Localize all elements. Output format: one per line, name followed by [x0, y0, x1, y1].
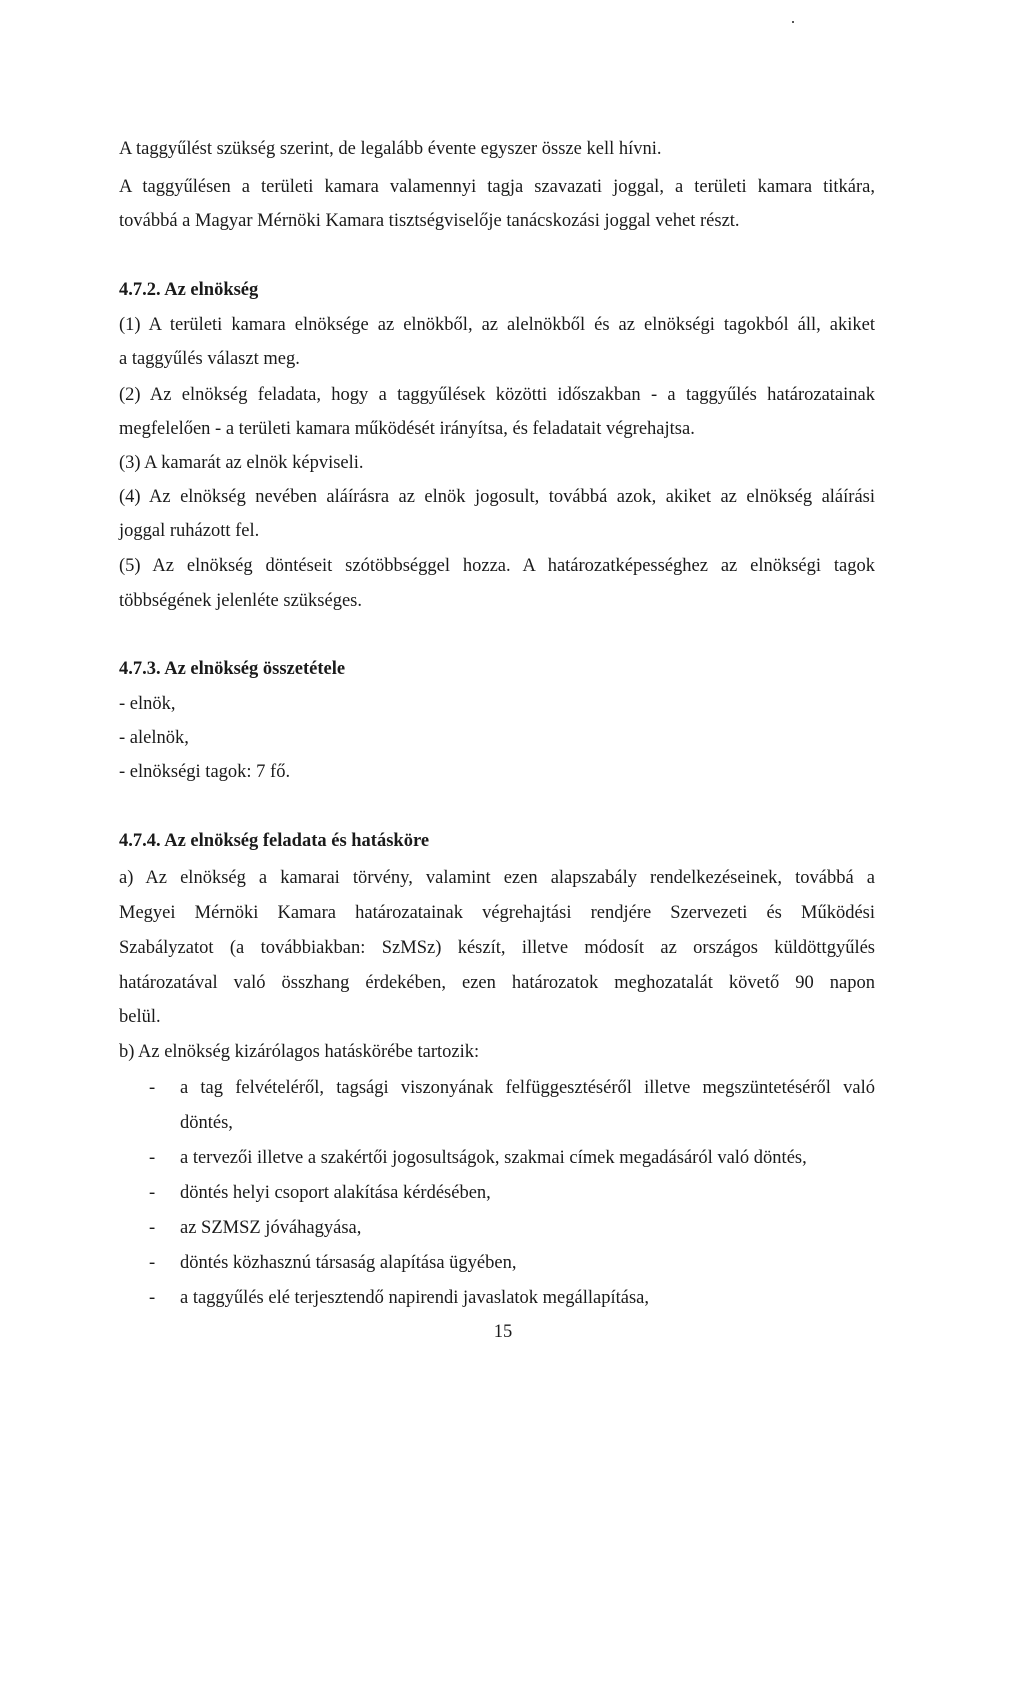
- bullet-item-4: az SZMSZ jóváhagyása,: [180, 1218, 362, 1238]
- paragraph-a-line-5: belül.: [119, 1007, 161, 1027]
- section-title: Az elnökség összetétele: [164, 659, 346, 679]
- page-number: 15: [493, 1322, 513, 1342]
- paragraph-5-line-1: (5) Az elnökség döntéseit szótöbbséggel hozza. A határozatképességhez az elnökségi tagok: [119, 556, 875, 576]
- list-item: - alelnök,: [119, 728, 189, 748]
- section-title: Az elnökség feladata és hatásköre: [164, 831, 430, 851]
- bullet-dash: -: [149, 1288, 156, 1308]
- scan-mark: [792, 21, 794, 23]
- bullet-item-6: a taggyűlés elé terjesztendő napirendi javaslatok megállapítása,: [180, 1288, 649, 1308]
- bullet-item-3: döntés helyi csoport alakítása kérdésében,: [180, 1183, 491, 1203]
- bullet-dash: -: [149, 1253, 156, 1273]
- bullet-dash: -: [149, 1218, 156, 1238]
- paragraph-5-line-2: többségének jelenléte szükséges.: [119, 591, 362, 611]
- section-number: 4.7.2.: [119, 280, 161, 300]
- intro-line-1: A taggyűlést szükség szerint, de legalább évente egyszer össze kell hívni.: [119, 139, 662, 159]
- bullet-item-1-line-2: döntés,: [180, 1113, 233, 1133]
- intro-line-3: továbbá a Magyar Mérnöki Kamara tisztségviselője tanácskozási joggal vehet részt.: [119, 211, 740, 231]
- section-heading-473: [119, 658, 345, 680]
- paragraph-2-line-2: megfelelően - a területi kamara működését irányítsa, és feladatait végrehajtsa.: [119, 419, 695, 439]
- paragraph-a-line-1: a) Az elnökség a kamarai törvény, valamint ezen alapszabály rendelkezéseinek, továbbá a: [119, 868, 875, 888]
- section-heading-472: [119, 279, 258, 301]
- section-number: 4.7.3.: [119, 659, 161, 679]
- bullet-item-1-line-1: a tag felvételéről, tagsági viszonyának felfüggesztéséről illetve megszüntetéséről való: [180, 1078, 875, 1098]
- paragraph-2-line-1: (2) Az elnökség feladata, hogy a taggyűlések közötti időszakban - a taggyűlés határozatainak: [119, 385, 875, 405]
- paragraph-1-line-2: a taggyűlés választ meg.: [119, 349, 300, 369]
- bullet-dash: -: [149, 1078, 156, 1098]
- paragraph-b-intro: b) Az elnökség kizárólagos hatáskörébe tartozik:: [119, 1042, 480, 1062]
- bullet-item-5: döntés közhasznú társaság alapítása ügyében,: [180, 1253, 517, 1273]
- bullet-dash: -: [149, 1148, 156, 1168]
- paragraph-a-line-2: Megyei Mérnöki Kamara határozatainak végrehajtási rendjére Szervezeti és Működési: [119, 903, 875, 923]
- paragraph-4-line-1: (4) Az elnökség nevében aláírásra az elnök jogosult, továbbá azok, akiket az elnökség aláírási: [119, 487, 875, 507]
- section-title: Az elnökség: [164, 280, 259, 300]
- paragraph-3: (3) A kamarát az elnök képviseli.: [119, 453, 364, 473]
- bullet-dash: -: [149, 1183, 156, 1203]
- list-item: - elnökségi tagok: 7 fő.: [119, 762, 291, 782]
- paragraph-1-line-1: (1) A területi kamara elnöksége az elnökből, az alelnökből és az elnökségi tagokból áll, akiket: [119, 315, 875, 335]
- section-number: 4.7.4.: [119, 831, 161, 851]
- paragraph-a-line-4: határozatával való összhang érdekében, ezen határozatok meghozatalát követő 90 napon: [119, 973, 875, 993]
- list-item: - elnök,: [119, 694, 176, 714]
- paragraph-4-line-2: joggal ruházott fel.: [119, 521, 260, 541]
- bullet-item-2: a tervezői illetve a szakértői jogosultságok, szakmai címek megadásáról való döntés,: [180, 1148, 807, 1168]
- intro-line-2: A taggyűlésen a területi kamara valamennyi tagja szavazati joggal, a területi kamara titkára,: [119, 177, 875, 197]
- section-heading-474: [119, 830, 429, 852]
- paragraph-a-line-3: Szabályzatot (a továbbiakban: SzMSz) készít, illetve módosít az országos küldöttgyűlés: [119, 938, 875, 958]
